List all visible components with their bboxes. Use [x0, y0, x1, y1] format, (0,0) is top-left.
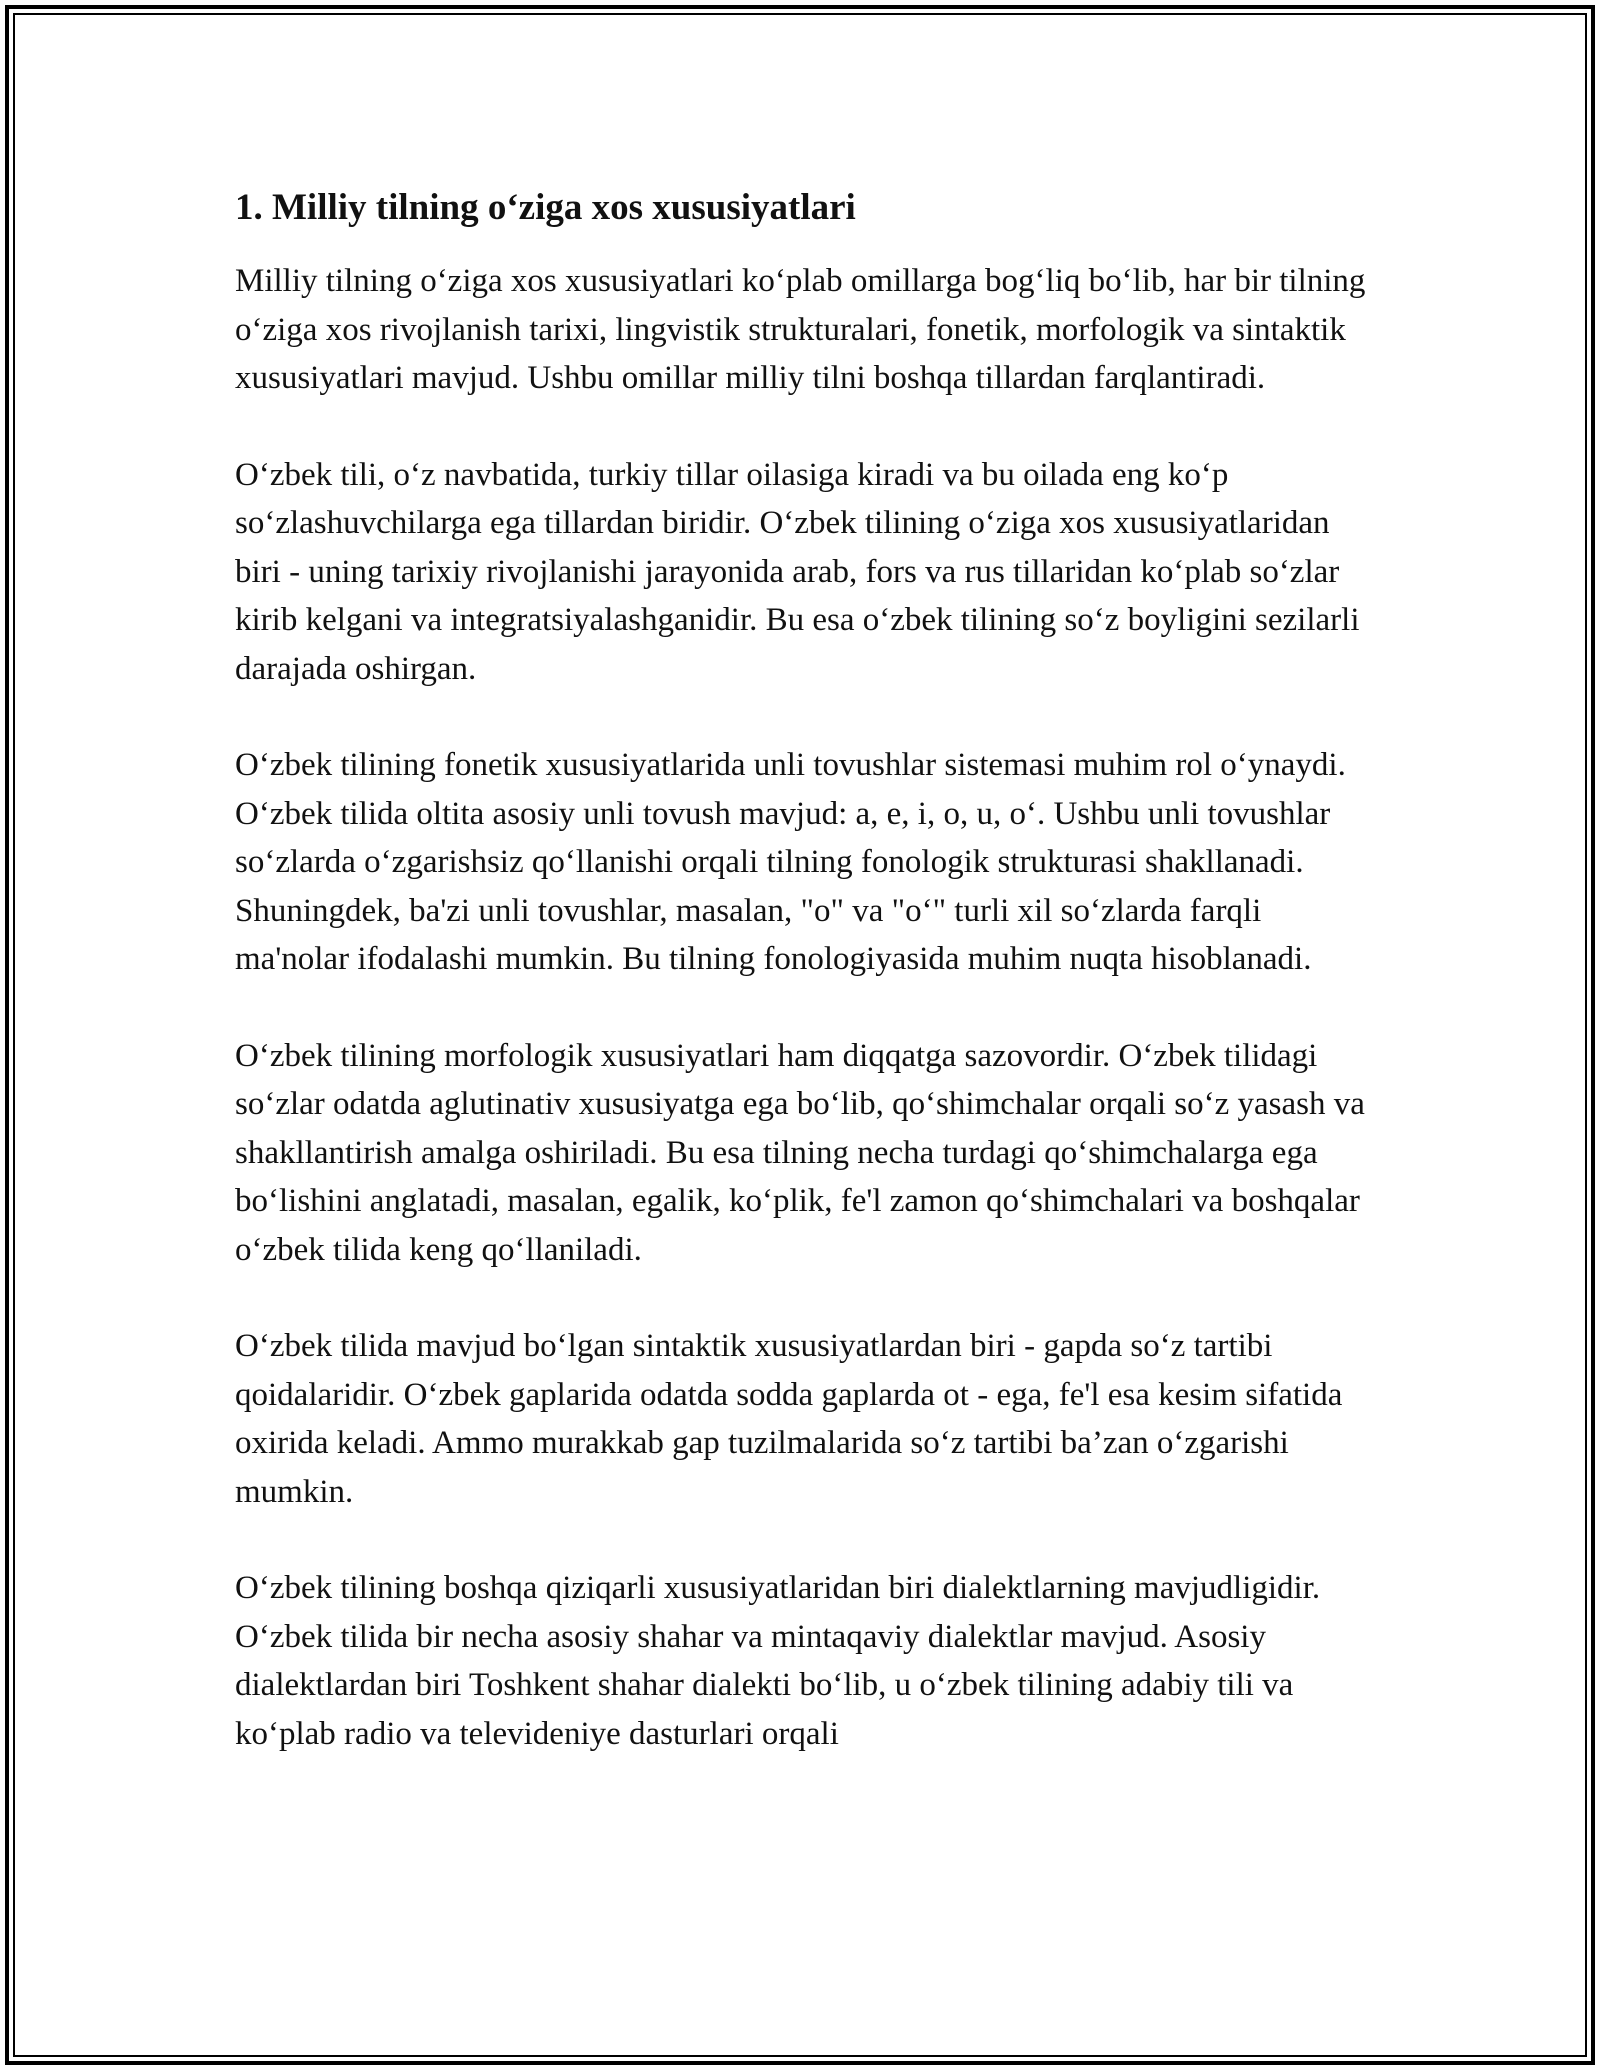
paragraph-4: O‘zbek tilining morfologik xususiyatlari ham diqqatga sazovordir. O‘zbek tilidagi so‘zlar odatda aglutinativ xususiyatga ega bo‘lib, qo‘shimchalar orqali so‘z yasash va shakllantirish amalga oshiriladi. Bu esa tilning necha turdagi qo‘shimchalarga ega bo‘lishini anglatadi, masalan, egalik, ko‘plik, fe'l zamon qo‘shimchalari va boshqalar o‘zbek tilida keng qo‘llaniladi. [235, 1037, 1365, 1268]
paragraph-1: Milliy tilning o‘ziga xos xususiyatlari ko‘plab omillarga bog‘liq bo‘lib, har bir tilning o‘ziga xos rivojlanish tarixi, lingvistik strukturalari, fonetik, morfologik va sintaktik xususiyatlari mavjud. Ushbu omillar milliy tilni boshqa tillardan farqlantiradi. [235, 263, 1366, 397]
paragraph-3: O‘zbek tilining fonetik xususiyatlarida unli tovushlar sistemasi muhim rol o‘ynaydi. O‘zbek tilida oltita asosiy unli tovush mavjud: a, e, i, o, u, o‘. Ushbu unli tovushlar so‘zlarda o‘zgarishsiz qo‘llanishi orqali tilning fonologik strukturasi shakllanadi. Shuningdek, ba'zi unli tovushlar, masalan, "o" va "o‘" turli xil so‘zlarda farqli ma'nolar ifodalashi mumkin. Bu tilning fonologiyasida muhim nuqta hisoblanadi. [235, 747, 1346, 978]
document-body [235, 186, 1370, 1806]
section-heading: 1. Milliy tilning o‘ziga xos xususiyatlari [235, 187, 856, 228]
paragraph-6: O‘zbek tilining boshqa qiziqarli xususiyatlaridan biri dialektlarning mavjudligidir. O‘zbek tilida bir necha asosiy shahar va mintaqaviy dialektlar mavjud. Asosiy dialektlardan biri Toshkent shahar dialekti bo‘lib, u o‘zbek tilining adabiy tili va ko‘plab radio va televideniye dasturlari orqali [235, 1570, 1321, 1752]
paragraph-2: O‘zbek tili, o‘z navbatida, turkiy tillar oilasiga kiradi va bu oilada eng ko‘p so‘zlashuvchilarga ega tillardan biridir. O‘zbek tilining o‘ziga xos xususiyatlaridan biri - uning tarixiy rivojlanishi jarayonida arab, fors va rus tillaridan ko‘plab so‘zlar kirib kelgani va integratsiyalashganidir. Bu esa o‘zbek tilining so‘z boyligini sezilarli darajada oshirgan. [235, 456, 1360, 687]
paragraph-5: O‘zbek tilida mavjud bo‘lgan sintaktik xususiyatlardan biri - gapda so‘z tartibi qoidalaridir. O‘zbek gaplarida odatda sodda gaplarda ot - ega, fe'l esa kesim sifatida oxirida keladi. Ammo murakkab gap tuzilmalarida so‘z tartibi ba’zan o‘zgarishi mumkin. [235, 1328, 1343, 1510]
